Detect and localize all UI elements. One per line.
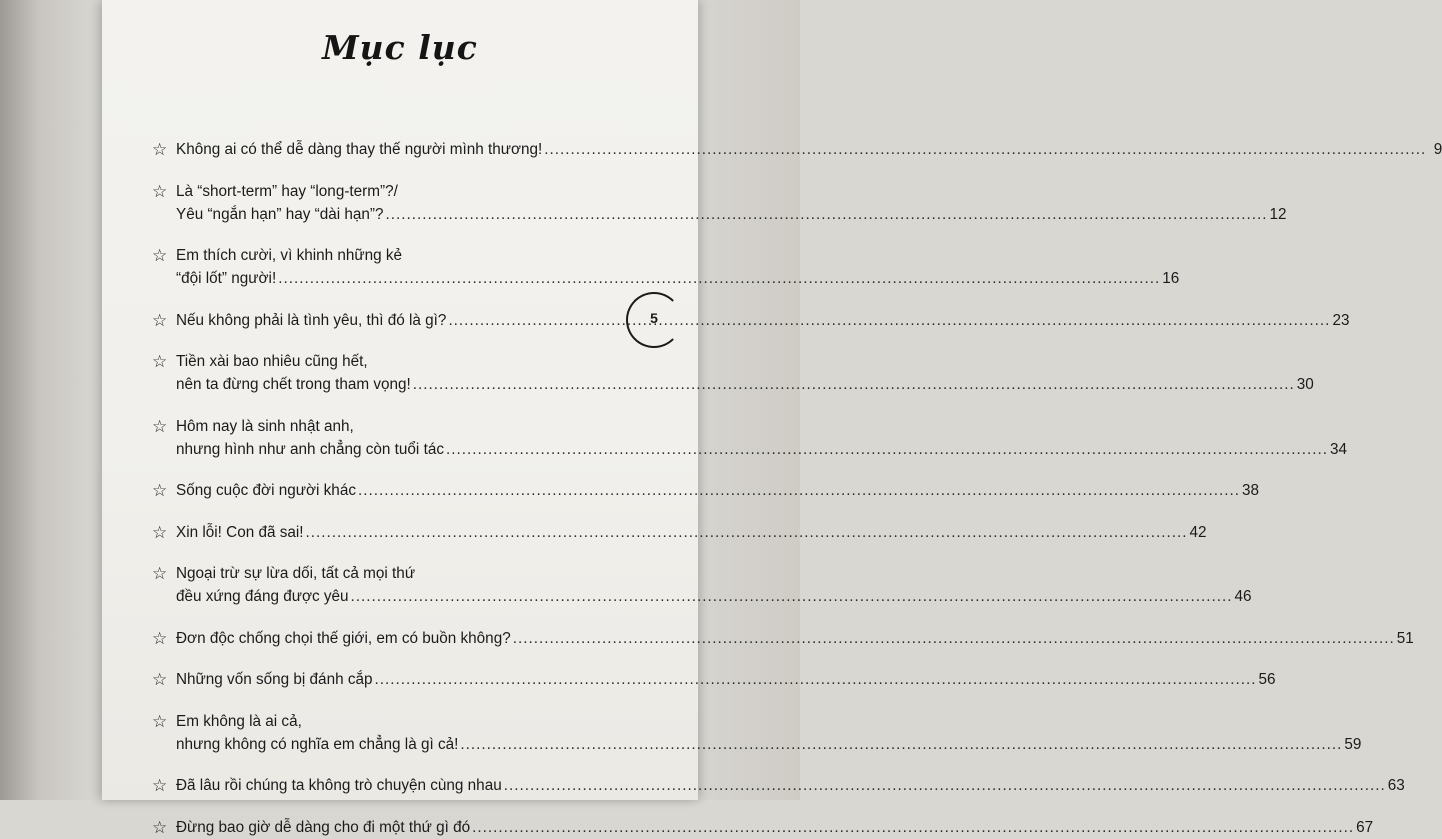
toc-entry-page: 23 bbox=[1332, 311, 1350, 329]
dot-leader bbox=[472, 816, 1354, 839]
toc-entry bbox=[152, 816, 1374, 839]
dot-leader bbox=[504, 774, 1386, 797]
dot-leader bbox=[460, 733, 1342, 756]
toc-entry bbox=[152, 774, 1405, 797]
toc-entry-line bbox=[176, 203, 1287, 226]
toc-entry bbox=[152, 668, 1276, 691]
star-icon: ☆ bbox=[152, 310, 168, 330]
toc-entry bbox=[152, 138, 1442, 161]
toc-entry-page: 59 bbox=[1344, 735, 1362, 753]
toc-entry-line bbox=[176, 267, 1180, 290]
toc-entry-page: 9 bbox=[1433, 141, 1442, 158]
star-icon: ☆ bbox=[152, 776, 168, 795]
toc-entry bbox=[152, 244, 1180, 290]
dot-leader bbox=[446, 438, 1328, 461]
toc-entry-page: 46 bbox=[1234, 588, 1252, 605]
toc-entry-title: Sống cuộc đời người khác bbox=[176, 482, 356, 499]
toc-entry bbox=[152, 521, 1207, 544]
toc-entry-line bbox=[176, 627, 1414, 650]
dot-leader bbox=[306, 521, 1188, 544]
star-icon: ☆ bbox=[152, 246, 168, 265]
toc-entry-page: 12 bbox=[1269, 205, 1287, 223]
toc-entry-title: Đơn độc chống chọi thế giới, em có buồn không? bbox=[176, 629, 511, 647]
toc-entry-line bbox=[176, 816, 1374, 839]
toc-entry-line bbox=[176, 668, 1276, 691]
toc-entry-title: Đã lâu rồi chúng ta không trò chuyện cùng nhau bbox=[176, 777, 502, 794]
page-number: 5 bbox=[650, 310, 658, 326]
star-icon: ☆ bbox=[152, 416, 168, 436]
dot-leader bbox=[375, 668, 1257, 691]
toc-entry bbox=[152, 710, 1362, 756]
toc-entry-page: 67 bbox=[1356, 818, 1374, 836]
toc-entry bbox=[152, 562, 1252, 608]
toc-entry-title: Không ai có thể dễ dàng thay thế người mình thương! bbox=[176, 141, 543, 158]
dot-leader bbox=[513, 627, 1395, 650]
toc-entry-title: đều xứng đáng được yêu bbox=[176, 588, 349, 605]
toc-entry-title: Ngoại trừ sự lừa dối, tất cả mọi thứ bbox=[176, 565, 416, 582]
star-icon: ☆ bbox=[152, 481, 168, 500]
toc-entry-title: Nếu không phải là tình yêu, thì đó là gì? bbox=[176, 311, 447, 329]
star-icon: ☆ bbox=[152, 564, 168, 583]
star-icon: ☆ bbox=[152, 670, 168, 689]
toc-entry-page: 16 bbox=[1162, 270, 1180, 287]
toc-entry-page: 63 bbox=[1387, 777, 1405, 794]
toc-entry-title: Em thích cười, vì khinh những kẻ bbox=[176, 247, 403, 264]
star-icon: ☆ bbox=[152, 140, 168, 159]
toc-entry-title: “đội lốt” người! bbox=[176, 270, 277, 287]
toc-entry-title: Đừng bao giờ dễ dàng cho đi một thứ gì đó bbox=[176, 818, 471, 836]
toc-entry-title: Những vốn sống bị đánh cắp bbox=[176, 671, 373, 688]
star-icon: ☆ bbox=[152, 817, 168, 837]
toc-entry-line bbox=[176, 373, 1314, 396]
toc-entry-line bbox=[176, 774, 1405, 797]
dot-leader bbox=[448, 309, 1330, 332]
toc-entry bbox=[152, 627, 1414, 650]
toc-entry-title: Em không là ai cả, bbox=[176, 712, 302, 730]
toc-entry bbox=[152, 309, 1350, 332]
toc-entry-line bbox=[176, 415, 622, 438]
toc-entry-line bbox=[176, 710, 622, 733]
star-icon: ☆ bbox=[152, 628, 168, 648]
toc-entry-page: 51 bbox=[1396, 629, 1414, 647]
toc-entry-title: nên ta đừng chết trong tham vọng! bbox=[176, 376, 411, 393]
toc-entry-page: 38 bbox=[1241, 482, 1259, 499]
dot-leader bbox=[358, 479, 1240, 502]
book-page bbox=[102, 0, 1442, 837]
toc-entry-line bbox=[176, 479, 1259, 502]
dot-leader bbox=[278, 267, 1160, 290]
toc-entry-page: 42 bbox=[1189, 523, 1207, 541]
toc-entry bbox=[152, 479, 1259, 502]
dot-leader bbox=[413, 373, 1295, 396]
toc-entry-page: 56 bbox=[1258, 671, 1276, 688]
star-icon: ☆ bbox=[152, 181, 168, 201]
dot-leader bbox=[351, 585, 1233, 608]
toc-entry-line bbox=[176, 733, 1362, 756]
toc-entry bbox=[152, 180, 1287, 226]
toc-entry-title: Yêu “ngắn hạn” hay “dài hạn”? bbox=[176, 205, 384, 223]
toc-entry-title: Tiền xài bao nhiêu cũng hết, bbox=[176, 353, 368, 370]
toc-entry bbox=[152, 350, 1314, 396]
toc-entry-line bbox=[176, 585, 1252, 608]
toc-entry-line bbox=[176, 562, 622, 585]
toc-entry-page: 30 bbox=[1296, 376, 1314, 393]
toc-entry-line bbox=[176, 244, 622, 267]
star-icon: ☆ bbox=[152, 352, 168, 371]
toc-entry-title: Là “short-term” hay “long-term”?/ bbox=[176, 182, 398, 200]
toc-entry-title: nhưng không có nghĩa em chẳng là gì cả! bbox=[176, 735, 459, 753]
toc-entry-line bbox=[176, 438, 1347, 461]
dot-leader bbox=[544, 138, 1426, 161]
toc-entry-line bbox=[176, 521, 1207, 544]
star-icon: ☆ bbox=[152, 522, 168, 542]
table-of-contents bbox=[152, 138, 1442, 839]
toc-entry-line bbox=[176, 138, 1442, 161]
dot-leader bbox=[386, 203, 1268, 226]
star-icon: ☆ bbox=[152, 711, 168, 731]
toc-entry-line bbox=[176, 309, 1350, 332]
toc-entry-line bbox=[176, 350, 622, 373]
toc-entry-page: 34 bbox=[1329, 440, 1347, 458]
toc-entry-title: nhưng hình như anh chẳng còn tuổi tác bbox=[176, 440, 444, 458]
toc-entry bbox=[152, 415, 1347, 461]
toc-entry-title: Hôm nay là sinh nhật anh, bbox=[176, 417, 354, 435]
page-title: Mục lục bbox=[322, 28, 478, 67]
toc-entry-line bbox=[176, 180, 622, 203]
toc-entry-title: Xin lỗi! Con đã sai! bbox=[176, 523, 304, 541]
